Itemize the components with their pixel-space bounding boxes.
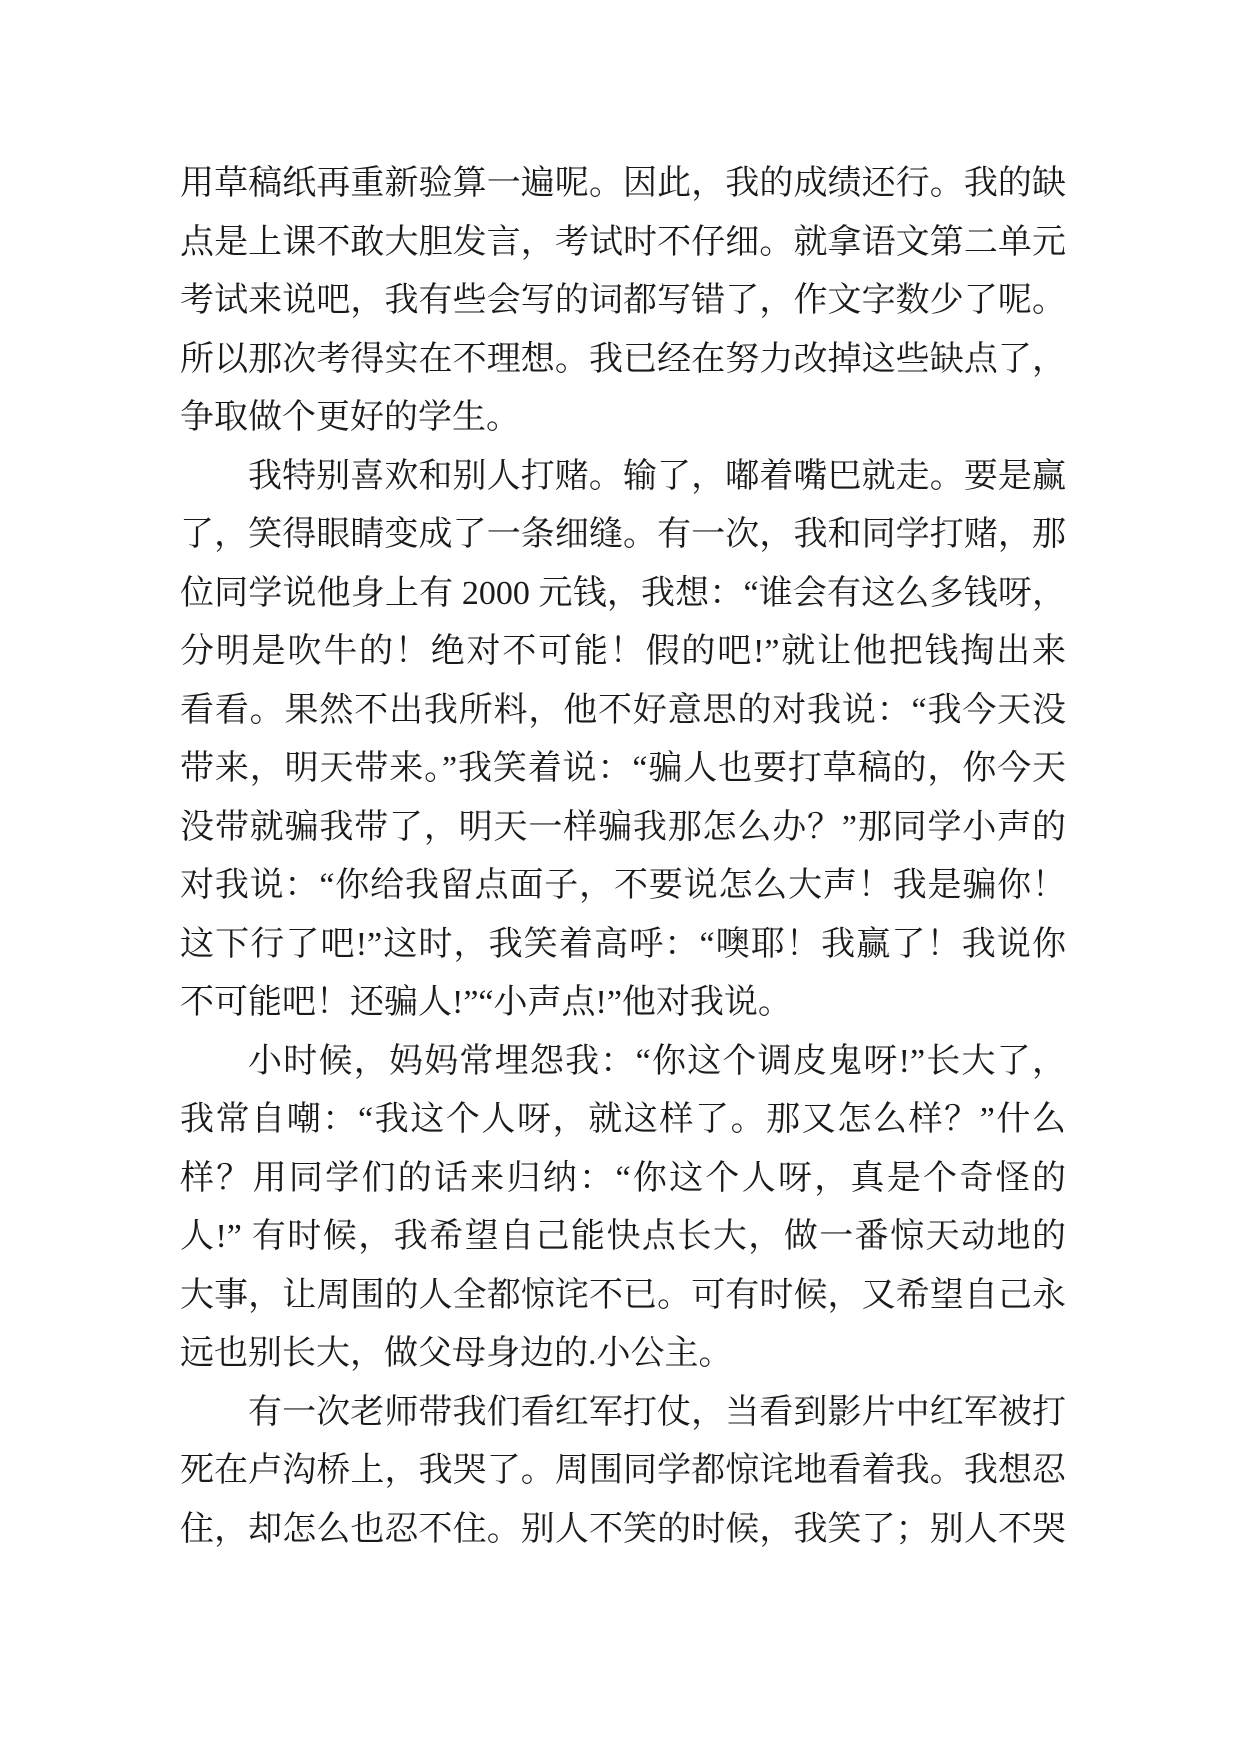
paragraph [180, 1384, 1066, 1560]
text-line: 考试来说吧，我有些会写的词都写错了，作文字数少了呢。 [180, 282, 1066, 319]
text-line: 样？用同学们的话来归纳：“你这个人呀，真是个奇怪的 [180, 1159, 1066, 1197]
text-line: 了，笑得眼睛变成了一条细缝。有一次，我和同学打赌，那 [180, 516, 1066, 553]
text-line: 点是上课不敢大胆发言，考试时不仔细。就拿语文第二单元 [180, 223, 1066, 261]
text-line: 用草稿纸再重新验算一遍呢。因此，我的成绩还行。我的缺 [180, 165, 1066, 202]
paragraph [180, 448, 1066, 1033]
text-line: 这下行了吧!”这时，我笑着高呼：“噢耶！我赢了！我说你 [180, 925, 1066, 963]
text-line: 位同学说他身上有 2000 元钱，我想：“谁会有这么多钱呀， [180, 574, 1066, 612]
text-line: 争取做个更好的学生。 [180, 399, 520, 436]
text-line: 分明是吹牛的！绝对不可能！假的吧!”就让他把钱掏出来 [180, 633, 1066, 670]
document-body [180, 155, 1066, 1559]
text-line: 人!” 有时候，我希望自己能快点长大，做一番惊天动地的 [180, 1218, 1066, 1255]
text-line: 有一次老师带我们看红军打仗，当看到影片中红军被打 [248, 1393, 1066, 1431]
text-line: 大事，让周围的人全都惊诧不已。可有时候，又希望自己永 [180, 1276, 1066, 1314]
text-line: 不可能吧！还骗人!”“小声点!”他对我说。 [180, 984, 792, 1021]
text-line: 带来，明天带来。”我笑着说：“骗人也要打草稿的，你今天 [180, 750, 1066, 787]
text-line: 远也别长大，做父母身边的.小公主。 [180, 1335, 733, 1372]
text-line: 看看。果然不出我所料，他不好意思的对我说：“我今天没 [180, 691, 1066, 729]
text-line: 所以那次考得实在不理想。我已经在努力改掉这些缺点了， [180, 340, 1066, 378]
paragraph [180, 155, 1066, 448]
text-line: 我常自嘲：“我这个人呀，就这样了。那又怎么样？”什么 [180, 1101, 1066, 1138]
text-line: 对我说：“你给我留点面子，不要说怎么大声！我是骗你！ [180, 867, 1066, 904]
paragraph [180, 1033, 1066, 1384]
text-line: 死在卢沟桥上，我哭了。周围同学都惊诧地看着我。我想忍 [180, 1452, 1066, 1489]
text-line: 我特别喜欢和别人打赌。输了，嘟着嘴巴就走。要是赢 [248, 457, 1066, 495]
text-line: 住，却怎么也忍不住。别人不笑的时候，我笑了；别人不哭 [180, 1510, 1066, 1548]
text-line: 没带就骗我带了，明天一样骗我那怎么办？”那同学小声的 [180, 808, 1066, 846]
text-line: 小时候，妈妈常埋怨我：“你这个调皮鬼呀!”长大了， [248, 1042, 1066, 1080]
